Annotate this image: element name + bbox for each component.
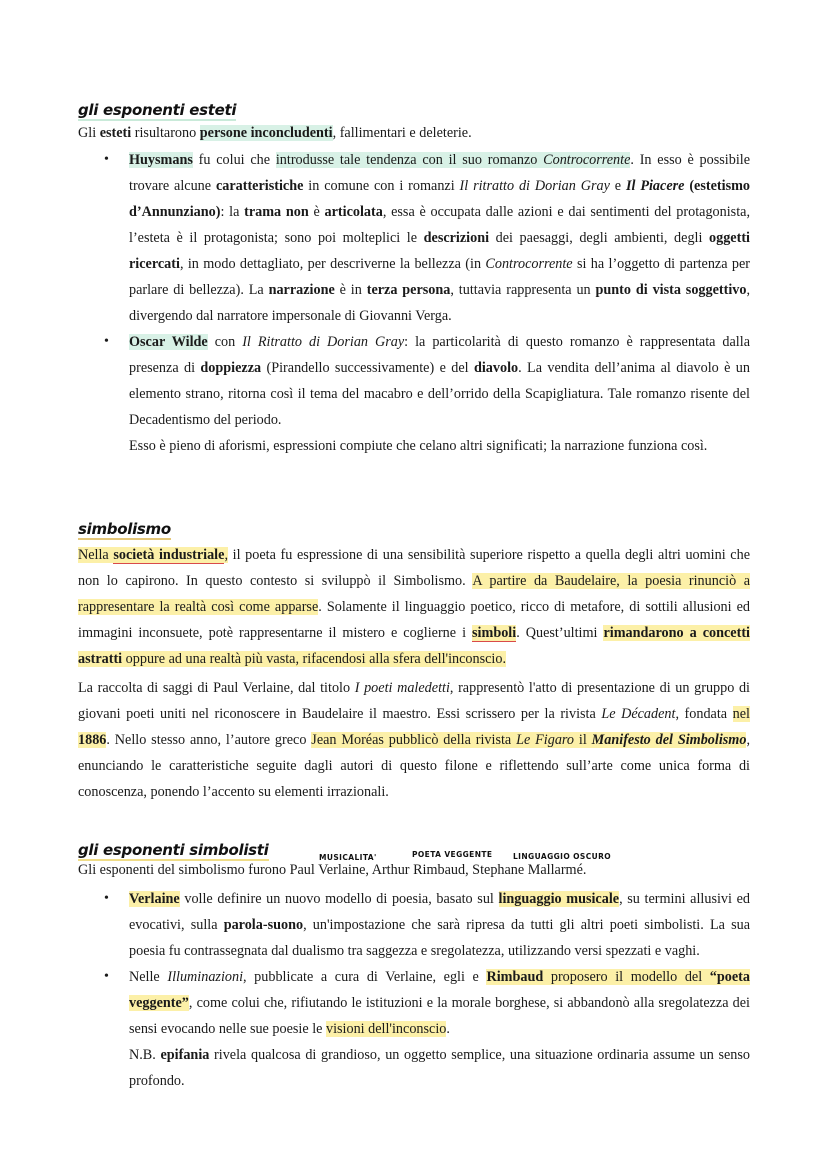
simbolisti-intro: Gli esponenti del simbolismo furono Paul Verlaine, Arthur Rimbaud, Stephane Mallarmé. <box>78 862 587 878</box>
heading-simbolismo: simbolismo <box>78 520 171 538</box>
list-item-huysmans: • Huysmans fu colui che introdusse tale tendenza con il suo romanzo Controcorrente. In esso è possibile trovare alcune caratteristiche in comune con i romanzi Il ritratto di Dorian Gray e Il Piacere (estetismo d’Annunziano): la trama non è articolata, essa è occupata dalle azioni e dai sentimenti del protagonista, l’esteta è il protagonista; sono poi molteplici le descrizioni dei paesaggi, degli ambienti, degli oggetti ricercati, in modo dettagliato, per descriverne la bellezza (in Controcorrente si ha l’oggetto di partenza per parlare di bellezza). La narrazione è in terza persona, tuttavia rappresenta un punto di vista soggettivo, divergendo dal narratore impersonale di Giovanni Verga. <box>78 147 750 329</box>
bullet-icon: • <box>104 152 109 167</box>
handwritten-note-musicalita: MUSICALITA' <box>319 853 377 862</box>
simbolismo-paragraph-1: Nella società industriale, il poeta fu espressione di una sensibilità superiore rispetto a quella degli altri uomini che non lo capirono. In questo contesto si sviluppò il Simbolismo. A partire da Baudelaire, la poesia rinunciò a rappresentare la realtà così come apparse. Solamente il linguaggio poetico, ricco di metafore, di sottili allusioni ed immagini inconsuete, potè rappresentarne il mistero e coglierne i simboli. Quest’ultimi rimandarono a concetti astratti oppure ad una realtà più vasta, rifacendosi alla sfera dell'inconscio. <box>78 547 751 667</box>
nb-epifania-note: N.B. epifania rivela qualcosa di grandioso, un oggetto semplice, una situazione ordinaria assume un senso profondo. <box>129 1047 750 1089</box>
handwritten-note-poeta-veggente: POETA VEGGENTE <box>412 850 493 859</box>
list-item-verlaine: • Verlaine volle definire un nuovo modello di poesia, basato sul linguaggio musicale, su termini allusivi ed evocativi, sulla parola-suono, un'impostazione che sarà ripresa da tutti gli altri poeti simbolisti. La sua poesia fu contrassegnata dal dualismo tra saggezza e sregolatezza, utilizzando versi spezzati e vaghi. <box>78 886 750 964</box>
heading-esponenti-simbolisti: gli esponenti simbolisti <box>78 841 269 859</box>
heading-esponenti-esteti: gli esponenti esteti <box>78 101 237 119</box>
list-item-oscar-wilde: • Oscar Wilde con Il Ritratto di Dorian Gray: la particolarità di questo romanzo è rappresentata dalla presenza di doppiezza (Pirandello successivamente) e del diavolo. La vendita dell’anima al diavolo è un elemento strano, ritorna così il tema del macabro e dell’orrido della Scapigliatura. Tale romanzo risente del Decadentismo del periodo. Esso è pieno di aforismi, espressioni compiute che celano altri significati; la narrazione funziona così. <box>78 329 750 459</box>
bullet-icon: • <box>104 969 109 984</box>
esteti-intro: Gli esteti risultarono persone inconcludenti, fallimentari e deleterie. <box>78 125 472 141</box>
handwritten-note-linguaggio-oscuro: LINGUAGGIO OSCURO <box>513 852 612 861</box>
simbolisti-list <box>78 886 750 1094</box>
list-item-rimbaud: • Nelle Illuminazioni, pubblicate a cura di Verlaine, egli e Rimbaud proposero il modello del “poeta veggente”, come colui che, rifiutando le istituzioni e la morale borghese, si abbandonò alla sregolatezza dei sensi evocando nelle sue poesie le visioni dell'inconscio. N.B. epifania rivela qualcosa di grandioso, un oggetto semplice, una situazione ordinaria assume un senso profondo. <box>78 964 750 1094</box>
simbolismo-paragraph-2: La raccolta di saggi di Paul Verlaine, dal titolo I poeti maledetti, rappresentò l'atto di presentazione di un gruppo di giovani poeti uniti nel riconoscere in Baudelaire il maestro. Essi scrissero per la rivista Le Décadent, fondata nel 1886. Nello stesso anno, l’autore greco Jean Moréas pubblicò della rivista Le Figaro il Manifesto del Simbolismo, enunciando le caratteristiche seguite dagli autori di questo filone e riflettendo sull’arte come unica forma di conoscenza, ponendo l’accento su elementi irrazionali. <box>78 680 750 800</box>
esteti-list <box>78 147 750 459</box>
bullet-icon: • <box>104 334 109 349</box>
wilde-note: Esso è pieno di aforismi, espressioni compiute che celano altri significati; la narrazione funziona così. <box>129 438 708 454</box>
bullet-icon: • <box>104 891 109 906</box>
